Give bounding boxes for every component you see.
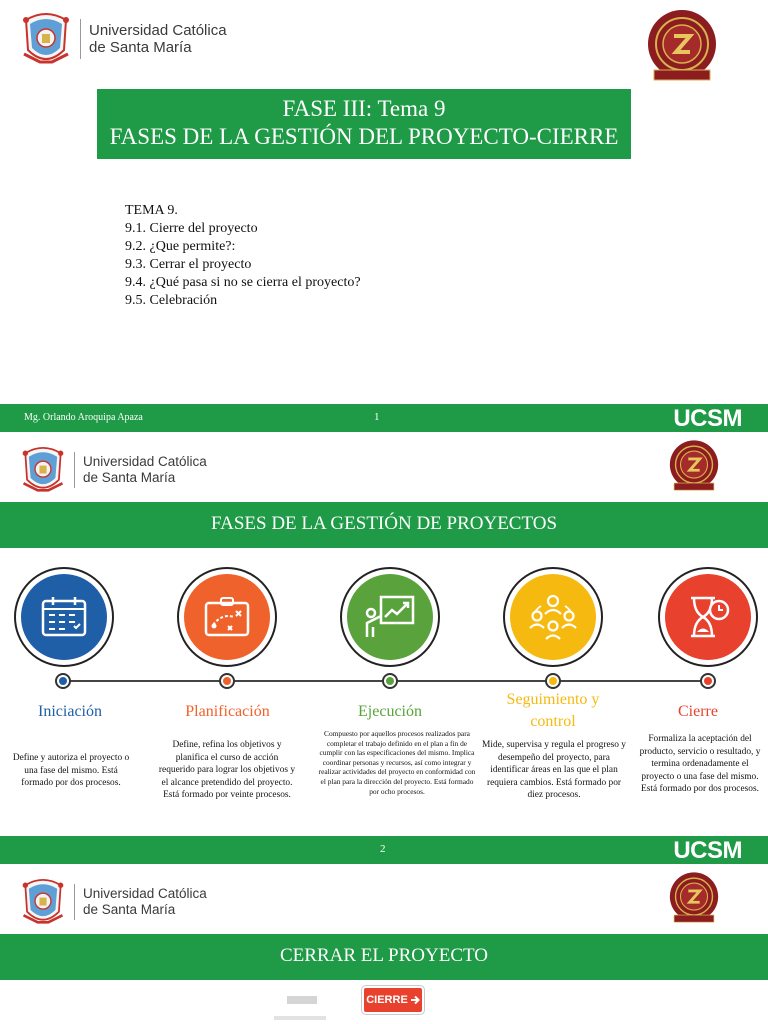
timeline-dot-ejecucion bbox=[382, 673, 398, 689]
page-number: 1 bbox=[374, 411, 380, 423]
author-name: Mg. Orlando Aroquipa Apaza bbox=[24, 412, 143, 423]
cierre-button[interactable]: CIERRE bbox=[362, 986, 424, 1014]
university-logo bbox=[20, 876, 207, 928]
topic-item: 9.5. Celebración bbox=[125, 293, 218, 308]
decorative-bar bbox=[274, 1016, 326, 1020]
university-logo bbox=[20, 10, 227, 68]
team-network-icon bbox=[527, 592, 579, 642]
ucsm-seal-icon bbox=[667, 870, 721, 926]
phase-name-cierre: Cierre bbox=[678, 703, 718, 720]
slide-1-title: FASE III: Tema 9 FASES DE LA GESTIÓN DEL PROYECTO-CIERRE bbox=[97, 89, 631, 159]
slide-2-footer bbox=[0, 836, 768, 864]
phase-name-iniciacion: Iniciación bbox=[38, 703, 102, 720]
phase-circle-planificacion bbox=[177, 567, 277, 667]
slide-2-title: FASES DE LA GESTIÓN DE PROYECTOS bbox=[0, 502, 768, 548]
phase-circle-seguimiento bbox=[503, 567, 603, 667]
phase-desc-cierre: Formaliza la aceptación del producto, servicio o resultado, y termina ordenadamente el proyecto o una fase del mismo. Está formado por dos procesos. bbox=[639, 734, 761, 795]
topic-list bbox=[125, 202, 361, 310]
timeline-dot-cierre bbox=[700, 673, 716, 689]
phase-circle-ejecucion bbox=[340, 567, 440, 667]
ucsm-seal-icon bbox=[644, 8, 720, 84]
crest-icon bbox=[20, 444, 66, 496]
phase-name-ejecucion: Ejecución bbox=[358, 703, 422, 720]
phase-circle-iniciacion bbox=[14, 567, 114, 667]
topic-item: TEMA 9. bbox=[125, 203, 178, 218]
page-number: 2 bbox=[380, 843, 386, 855]
timeline-dot-seguimiento bbox=[545, 673, 561, 689]
phase-desc-seguimiento: Mide, supervisa y regula el progreso y desempeño del proyecto, para identificar áreas en las que el plan requiera cambios. Está formado por diez procesos. bbox=[482, 740, 626, 801]
topic-item: 9.1. Cierre del proyecto bbox=[125, 221, 258, 236]
calendar-icon bbox=[40, 595, 88, 639]
ucsm-seal-icon bbox=[667, 438, 721, 494]
university-name: Universidad Católica de Santa María bbox=[83, 886, 207, 917]
university-name: Universidad Católica de Santa María bbox=[89, 21, 227, 56]
ucsm-brand: UCSM bbox=[673, 837, 742, 864]
phase-name-seguimiento: Seguimiento y control bbox=[506, 691, 600, 730]
phase-name-planificacion: Planificación bbox=[185, 703, 270, 720]
topic-item: 9.4. ¿Qué pasa si no se cierra el proyecto? bbox=[125, 275, 361, 290]
phase-desc-iniciacion: Define y autoriza el proyecto o una fase del mismo. Está formado por dos procesos. bbox=[12, 753, 130, 789]
presentation-growth-icon bbox=[363, 593, 417, 641]
crest-icon bbox=[20, 10, 72, 68]
phase-desc-ejecucion: Compuesto por aquellos procesos realizados para completar el trabajo definido en el plan a fin de cumplir con las especificaciones del mismo. Implica coordinar personas y recursos, así como integrar y realizar actividades del proyecto en conformidad con el plan para la dirección del proyecto. Está formado por ocho procesos. bbox=[318, 729, 476, 796]
university-name: Universidad Católica de Santa María bbox=[83, 454, 207, 485]
decorative-bar bbox=[287, 996, 317, 1004]
topic-item: 9.2. ¿Que permite?: bbox=[125, 239, 236, 254]
university-logo bbox=[20, 444, 207, 496]
slide-1-footer bbox=[0, 404, 768, 432]
topic-item: 9.3. Cerrar el proyecto bbox=[125, 257, 252, 272]
timeline-dot-iniciacion bbox=[55, 673, 71, 689]
slide-1 bbox=[0, 0, 768, 432]
strategy-board-icon bbox=[202, 595, 252, 639]
arrow-right-icon bbox=[410, 995, 420, 1005]
slide-3-title: CERRAR EL PROYECTO bbox=[0, 934, 768, 980]
ucsm-brand: UCSM bbox=[673, 405, 742, 432]
phase-desc-planificacion: Define, refina los objetivos y planifica el curso de acción requerido para lograr los objetivos y el alcance pretendido del proyecto. Está formado por veinte procesos. bbox=[158, 740, 296, 801]
timeline-dot-planificacion bbox=[219, 673, 235, 689]
phase-circle-cierre bbox=[658, 567, 758, 667]
hourglass-icon bbox=[683, 592, 733, 642]
crest-icon bbox=[20, 876, 66, 928]
